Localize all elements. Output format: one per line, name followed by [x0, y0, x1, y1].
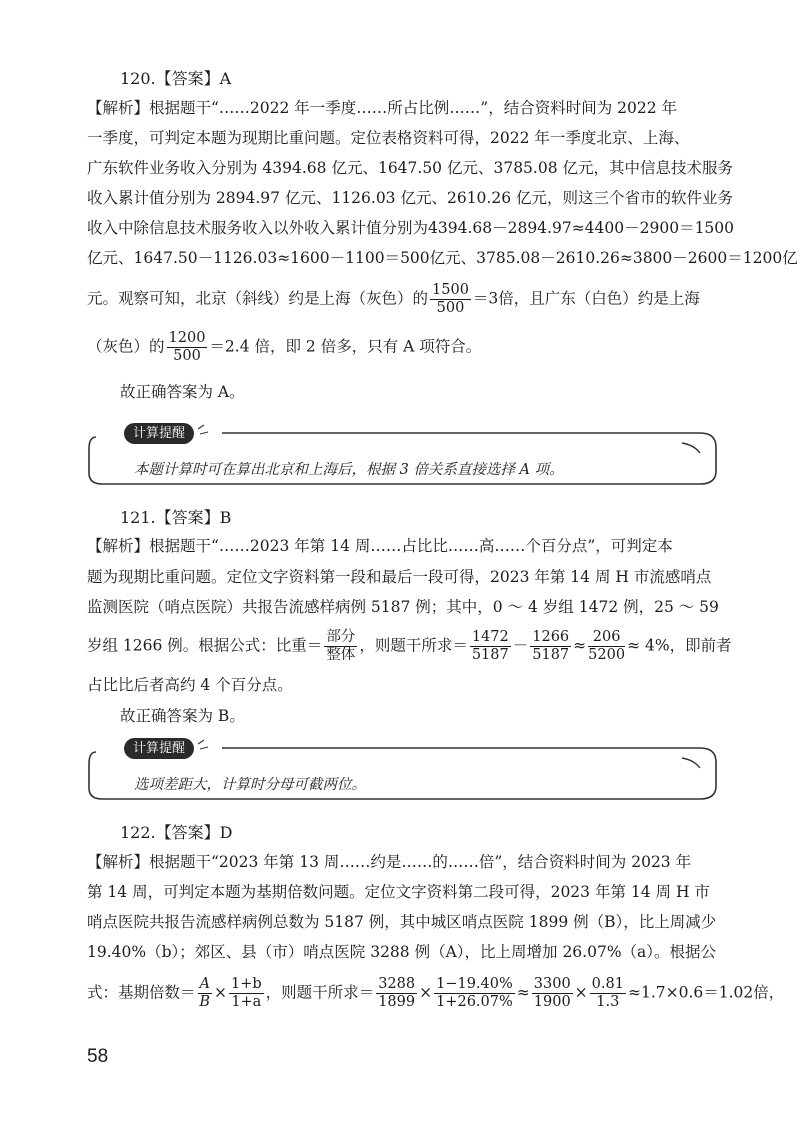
fraction-denominator: 1+a [231, 994, 262, 1010]
q121-fraction-1472-5187 [470, 629, 511, 664]
q121-line-5: 占比比后者高约 4 个百分点。 [87, 676, 293, 694]
q120-line-7-text-b: ＝3倍，且广东（白色）约是上海 [472, 289, 700, 308]
q120-line-1: 【解析】根据题干“……2022 年一季度……所占比例……”，结合资料时间为 2022 年 [87, 99, 678, 117]
q122-fraction-3300-1900 [532, 976, 573, 1011]
times-sign: × [419, 983, 433, 1002]
q122-line-4: 19.40%（b）；郊区、县（市）哨点医院 3288 例（A），比上周增加 26.07%（a）。根据公 [87, 943, 717, 961]
fraction-numerator: 206 [588, 629, 625, 647]
fraction-denominator: 500 [173, 348, 201, 364]
q122-line-5-text-c: ≈1.7×0.6＝1.02倍， [627, 983, 785, 1002]
q120-line-8-text-a: （灰色）的 [87, 337, 165, 356]
q121-line-1: 【解析】根据题干“……2023 年第 14 周……占比比……高……个百分点”，可判定本 [87, 537, 673, 555]
q122-line-2: 第 14 周，可判定本题为基期倍数问题。定位文字资料第二段可得，2023 年第 14 周 H 市 [87, 883, 710, 901]
approx-sign: ≈ [573, 636, 587, 655]
q121-line-4 [87, 629, 732, 664]
fraction-denominator: 1+26.07% [436, 994, 513, 1010]
q120-line-3: 广东软件业务收入分别为 4394.68 亿元、1647.50 亿元、3785.08 亿元，其中信息技术服务 [87, 159, 733, 177]
q121-line-4-text-b: ，则题干所求＝ [359, 636, 468, 655]
q121-calc-tip-box [88, 738, 718, 800]
q121-line-2: 题为现期比重问题。定位文字资料第一段和最后一段可得，2023 年第 14 周 H 市流感哨点 [87, 568, 712, 586]
q120-fraction-1500-500 [430, 282, 471, 317]
q120-conclusion: 故正确答案为 A。 [120, 383, 245, 401]
fraction-numerator: 1472 [471, 629, 509, 645]
q122-line-5-text-a: 式：基期倍数＝ [87, 983, 196, 1002]
fraction-numerator: 1200 [168, 330, 206, 346]
q120-fraction-1200-500 [167, 330, 208, 365]
q122-fraction-growth [229, 976, 264, 1011]
fraction-denominator: 5187 [471, 647, 509, 663]
q121-fraction-206-5200 [588, 629, 625, 664]
calc-tip-text: 本题计算时可在算出北京和上海后，根据 3 倍关系直接选择 A 项。 [134, 462, 564, 478]
fraction-numerator: 3288 [378, 976, 416, 992]
q120-line-7 [87, 282, 727, 317]
q122-line-3: 哨点医院共报告流感样病例总数为 5187 例，其中城区哨点医院 1899 例（B），比上周减少 [87, 913, 717, 931]
q120-line-4: 收入累计值分别为 2894.97 亿元、1126.03 亿元、2610.26 亿元，则这三个省市的软件业务 [87, 189, 733, 207]
q121-conclusion: 故正确答案为 B。 [120, 707, 245, 725]
fraction-numerator: 3300 [533, 976, 571, 992]
fraction-denominator: 5200 [588, 647, 626, 663]
q120-line-8 [87, 330, 727, 365]
fraction-denominator: 500 [436, 300, 465, 316]
calc-tip-label: 计算提醒 [124, 423, 194, 444]
minus-sign: － [512, 636, 529, 655]
q122-fraction-081-13 [590, 976, 626, 1011]
fraction-numerator: 1266 [532, 629, 570, 645]
fraction-numerator: 1+b [231, 976, 262, 992]
q122-fraction-rates [434, 976, 515, 1011]
times-sign: × [214, 983, 227, 1002]
q122-line-1: 【解析】根据题干“2023 年第 13 周……约是……的……倍”，结合资料时间为 2023 年 [87, 853, 692, 871]
fraction-numerator: 0.81 [591, 976, 624, 992]
q122-fraction-3288-1899 [376, 976, 417, 1011]
fraction-denominator: B [199, 994, 211, 1010]
approx-sign: ≈ [516, 983, 530, 1002]
q121-header: 121.【答案】B [120, 508, 232, 527]
fraction-numerator: A [199, 976, 210, 992]
q120-line-5: 收入中除信息技术服务收入以外收入累计值分别为4394.68－2894.97≈4400－2900＝1500 [87, 219, 735, 237]
calc-tip-label: 计算提醒 [124, 738, 194, 759]
q122-line-5 [87, 976, 785, 1011]
q120-line-6: 亿元、1647.50－1126.03≈1600－1100＝500亿元、3785.08－2610.26≈3800－2600＝1200亿 [87, 249, 798, 267]
times-sign: × [574, 983, 588, 1002]
fraction-denominator: 1.3 [596, 994, 620, 1010]
calc-tip-text: 选项差距大，计算时分母可截两位。 [134, 777, 366, 793]
q120-header: 120.【答案】A [120, 69, 232, 88]
fraction-denominator: 5187 [532, 647, 570, 663]
q120-line-7-text-a: 元。观察可知，北京（斜线）约是上海（灰色）的 [87, 289, 429, 308]
fraction-denominator: 1899 [378, 994, 416, 1010]
q121-fraction-part-whole [324, 629, 357, 664]
q121-line-3: 监测医院（哨点医院）共报告流感样病例 5187 例；其中，0 ～ 4 岁组 1472 例，25 ～ 59 [87, 598, 719, 616]
q120-line-2: 一季度，可判定本题为现期比重问题。定位表格资料可得，2022 年一季度北京、上海、 [87, 129, 690, 147]
q122-header: 122.【答案】D [120, 823, 233, 842]
fraction-numerator: 1−19.40% [436, 976, 513, 992]
q122-fraction-a-b [198, 976, 212, 1011]
page-number: 58 [87, 1046, 109, 1067]
q120-line-8-text-b: ＝2.4 倍，即 2 倍多，只有 A 项符合。 [209, 337, 482, 356]
fraction-denominator: 整体 [326, 647, 356, 663]
q122-line-5-text-b: ，则题干所求＝ [265, 983, 375, 1002]
q121-line-4-text-c: ≈ 4%，即前者 [627, 636, 732, 655]
q121-line-4-text-a: 岁组 1266 例。根据公式：比重＝ [87, 636, 323, 655]
fraction-numerator: 部分 [326, 629, 356, 645]
q121-fraction-1266-5187 [530, 629, 571, 664]
fraction-denominator: 1900 [533, 994, 571, 1010]
fraction-numerator: 1500 [432, 282, 469, 298]
q120-calc-tip-box [88, 423, 718, 485]
